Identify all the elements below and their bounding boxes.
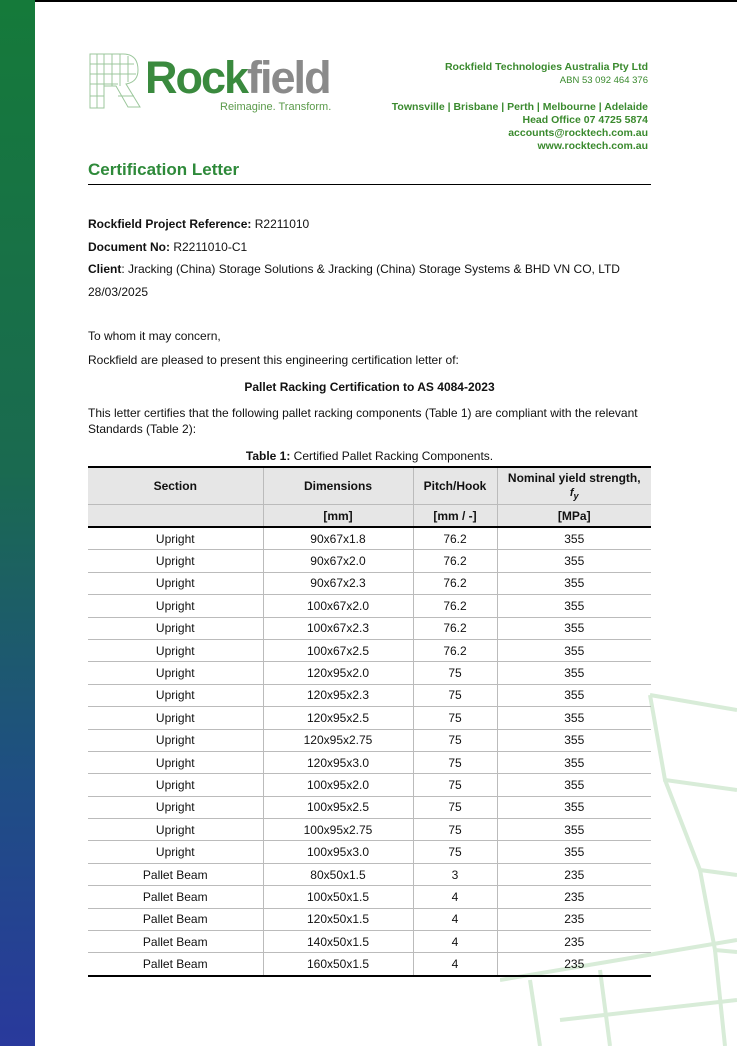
table-caption <box>88 449 651 463</box>
ref-value: R2211010 <box>251 217 310 231</box>
cert-heading: Pallet Racking Certification to AS 4084-2023 <box>244 380 495 394</box>
cell-pitch: 76.2 <box>413 572 497 594</box>
table-row <box>88 550 651 572</box>
cell-pitch: 76.2 <box>413 595 497 617</box>
cell-section: Upright <box>88 595 263 617</box>
table-row <box>88 617 651 639</box>
cell-dimensions: 90x67x2.3 <box>263 572 413 594</box>
cell-dimensions: 160x50x1.5 <box>263 953 413 976</box>
cell-section: Pallet Beam <box>88 953 263 976</box>
cell-yield: 355 <box>497 617 651 639</box>
table-row <box>88 908 651 930</box>
cell-yield: 355 <box>497 550 651 572</box>
brand-wordmark <box>145 52 330 104</box>
cell-yield: 355 <box>497 774 651 796</box>
unit-yield: [MPa] <box>497 505 651 528</box>
cell-yield: 355 <box>497 796 651 818</box>
table-row <box>88 729 651 751</box>
cell-dimensions: 120x95x2.5 <box>263 707 413 729</box>
cell-dimensions: 100x95x3.0 <box>263 841 413 863</box>
cell-section: Upright <box>88 707 263 729</box>
cell-pitch: 4 <box>413 908 497 930</box>
table-row <box>88 684 651 706</box>
unit-section <box>88 505 263 528</box>
cell-section: Upright <box>88 774 263 796</box>
header-yield-strength <box>497 467 651 505</box>
cell-pitch: 75 <box>413 774 497 796</box>
cell-section: Upright <box>88 841 263 863</box>
cell-dimensions: 100x95x2.75 <box>263 819 413 841</box>
cell-pitch: 76.2 <box>413 617 497 639</box>
cell-pitch: 4 <box>413 931 497 953</box>
cell-dimensions: 80x50x1.5 <box>263 863 413 885</box>
cell-yield: 235 <box>497 953 651 976</box>
top-border <box>35 0 737 2</box>
brand-part-1: Rock <box>145 52 248 103</box>
cell-yield: 355 <box>497 841 651 863</box>
table-row <box>88 863 651 885</box>
cell-section: Upright <box>88 617 263 639</box>
cell-dimensions: 100x67x2.5 <box>263 639 413 661</box>
cell-yield: 355 <box>497 639 651 661</box>
cell-yield: 355 <box>497 707 651 729</box>
cell-dimensions: 100x95x2.5 <box>263 796 413 818</box>
cell-dimensions: 120x95x2.3 <box>263 684 413 706</box>
cell-yield: 235 <box>497 886 651 908</box>
cell-section: Upright <box>88 729 263 751</box>
table-row <box>88 707 651 729</box>
table-row <box>88 796 651 818</box>
table-row <box>88 841 651 863</box>
table-row <box>88 751 651 773</box>
cell-dimensions: 120x95x2.0 <box>263 662 413 684</box>
cell-yield: 355 <box>497 819 651 841</box>
brand-part-2: field <box>247 52 330 103</box>
document-title: Certification Letter <box>88 160 240 179</box>
greeting: To whom it may concern, <box>88 329 221 343</box>
sidebar-gradient-bar <box>0 0 35 1046</box>
cell-dimensions: 90x67x1.8 <box>263 527 413 550</box>
cell-section: Upright <box>88 662 263 684</box>
table-row <box>88 931 651 953</box>
cell-pitch: 76.2 <box>413 550 497 572</box>
cell-section: Pallet Beam <box>88 908 263 930</box>
document-meta <box>88 213 620 303</box>
cell-section: Upright <box>88 751 263 773</box>
cell-pitch: 75 <box>413 684 497 706</box>
table-row <box>88 572 651 594</box>
cell-dimensions: 100x67x2.3 <box>263 617 413 639</box>
cell-yield: 355 <box>497 751 651 773</box>
client-value: : Jracking (China) Storage Solutions & Jracking (China) Storage Systems & BHD VN CO, LTD <box>121 262 620 276</box>
cell-pitch: 4 <box>413 953 497 976</box>
cell-dimensions: 100x50x1.5 <box>263 886 413 908</box>
header-pitch-hook: Pitch/Hook <box>413 467 497 505</box>
rockfield-logo-icon <box>88 52 143 110</box>
cell-dimensions: 100x67x2.0 <box>263 595 413 617</box>
unit-pitch: [mm / -] <box>413 505 497 528</box>
fy-symbol: $f_y$ <box>569 486 579 502</box>
cell-pitch: 3 <box>413 863 497 885</box>
company-details <box>392 61 648 153</box>
cell-yield: 235 <box>497 931 651 953</box>
client-label: Client <box>88 262 122 276</box>
caption-text: Certified Pallet Racking Components. <box>290 449 494 463</box>
cell-pitch: 75 <box>413 751 497 773</box>
caption-label: Table 1: <box>245 449 291 463</box>
doc-value: R2211010-C1 <box>170 239 248 254</box>
table-row <box>88 819 651 841</box>
cell-pitch: 75 <box>413 729 497 751</box>
title-divider <box>88 184 651 185</box>
intro: Rockfield are pleased to present this engineering certification letter of: <box>88 353 459 367</box>
cell-dimensions: 100x95x2.0 <box>263 774 413 796</box>
cell-pitch: 75 <box>413 662 497 684</box>
yield-label: Nominal yield strength, <box>507 470 641 485</box>
cell-pitch: 75 <box>413 841 497 863</box>
company-name: Rockfield Technologies Australia Pty Ltd <box>444 61 648 73</box>
cell-yield: 355 <box>497 684 651 706</box>
table-row <box>88 886 651 908</box>
cell-section: Upright <box>88 572 263 594</box>
cell-dimensions: 140x50x1.5 <box>263 931 413 953</box>
cell-section: Pallet Beam <box>88 863 263 885</box>
cell-section: Pallet Beam <box>88 931 263 953</box>
cell-dimensions: 120x95x3.0 <box>263 751 413 773</box>
cell-dimensions: 120x50x1.5 <box>263 908 413 930</box>
certifies-text: This letter certifies that the following pallet racking components (Table 1) are compliant with the relevant Standards (Table 2): <box>88 406 638 436</box>
table-row <box>88 527 651 550</box>
ref-label: Rockfield Project Reference: <box>88 217 252 231</box>
cell-section: Pallet Beam <box>88 886 263 908</box>
cell-section: Upright <box>88 527 263 550</box>
cell-yield: 235 <box>497 863 651 885</box>
cell-pitch: 76.2 <box>413 527 497 550</box>
cell-yield: 355 <box>497 595 651 617</box>
cell-section: Upright <box>88 684 263 706</box>
cell-section: Upright <box>88 639 263 661</box>
cell-pitch: 75 <box>413 796 497 818</box>
cell-yield: 355 <box>497 729 651 751</box>
cell-yield: 235 <box>497 908 651 930</box>
unit-dimensions: [mm] <box>263 505 413 528</box>
cell-yield: 355 <box>497 527 651 550</box>
header-dimensions: Dimensions <box>263 467 413 505</box>
table-row <box>88 774 651 796</box>
abn: ABN 53 092 464 376 <box>559 75 648 86</box>
cell-section: Upright <box>88 550 263 572</box>
cell-dimensions: 120x95x2.75 <box>263 729 413 751</box>
table-row <box>88 639 651 661</box>
table-row <box>88 662 651 684</box>
header-section: Section <box>88 467 263 505</box>
cell-pitch: 76.2 <box>413 639 497 661</box>
components-table <box>88 466 651 977</box>
table-row <box>88 595 651 617</box>
tagline: Reimagine. Transform. <box>220 101 332 113</box>
email: accounts@rocktech.com.au <box>508 127 648 139</box>
cell-pitch: 75 <box>413 707 497 729</box>
cell-yield: 355 <box>497 572 651 594</box>
website: www.rocktech.com.au <box>537 140 648 152</box>
date: 28/03/2025 <box>88 284 149 299</box>
locations: Townsville | Brisbane | Perth | Melbourne | Adelaide <box>391 101 648 113</box>
head-office-phone: Head Office 07 4725 5874 <box>522 114 648 126</box>
doc-label: Document No: <box>88 239 170 254</box>
cell-yield: 355 <box>497 662 651 684</box>
cell-section: Upright <box>88 819 263 841</box>
cell-dimensions: 90x67x2.0 <box>263 550 413 572</box>
cell-pitch: 75 <box>413 819 497 841</box>
cell-section: Upright <box>88 796 263 818</box>
cell-pitch: 4 <box>413 886 497 908</box>
table-row <box>88 953 651 976</box>
